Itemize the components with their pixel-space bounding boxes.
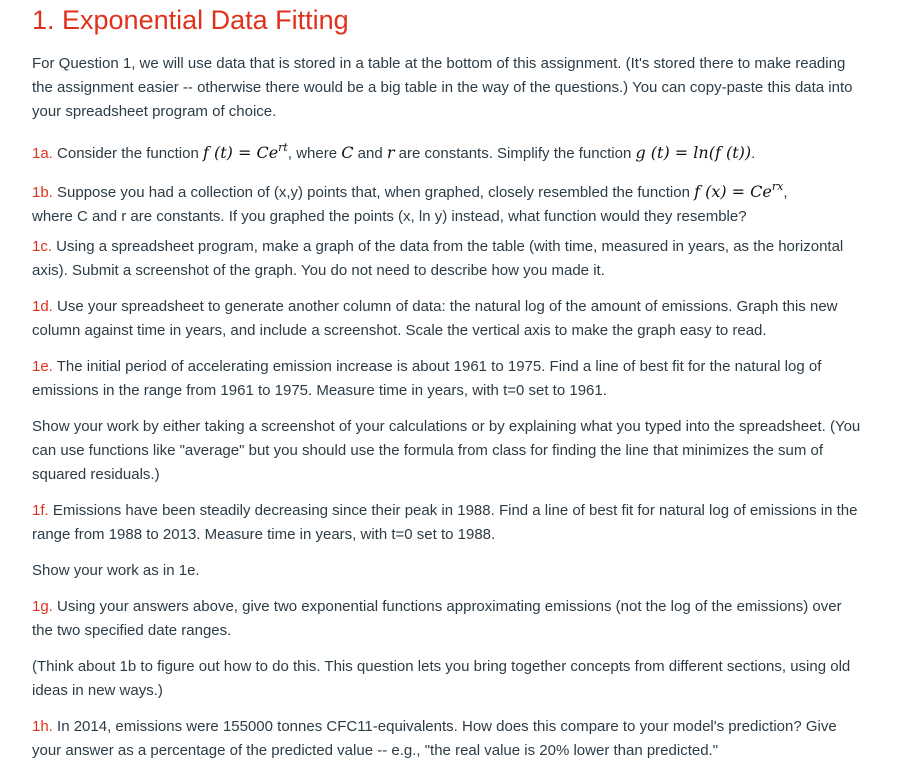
question-number: 1a. <box>32 145 53 162</box>
question-text: where C and r are constants. If you graphed the points (x, ln y) instead, what function would they resemble? <box>32 208 747 225</box>
question-text: Using your answers above, give two exponential functions approximating emissions (not the log of the emissions) over the two specified date ranges. <box>32 598 842 639</box>
math-expression: f $(x) = Ce^{rx}$ <box>694 180 784 201</box>
question-number: 1d. <box>32 298 53 315</box>
question-1g <box>32 595 862 643</box>
show-work-paragraph: Show your work by either taking a screenshot of your calculations or by explaining what you typed into the spreadsheet. (You can use functions like "average" but you should use the formula from class for finding the line that minimizes the sum of squared residuals.) <box>32 418 861 483</box>
question-number: 1h. <box>32 718 53 735</box>
math-variable: r <box>386 143 395 162</box>
page-title: 1. Exponential Data Fitting <box>32 5 349 35</box>
question-text: The initial period of accelerating emission increase is about 1961 to 1975. Find a line of best fit for the natural log of emissions in the range from 1961 to 1975. Measure time in years, with t=0 set to 1961. <box>32 358 822 399</box>
question-number: 1b. <box>32 184 53 201</box>
think-note: (Think about 1b to figure out how to do this. This question lets you bring together concepts from different sections, using old ideas in new ways.) <box>32 658 851 699</box>
math-expression: g (t) = ln(f (t)) <box>635 143 752 162</box>
question-text: and <box>353 145 387 162</box>
assignment-page <box>32 0 862 759</box>
question-text: Consider the function <box>52 145 203 162</box>
intro-paragraph: For Question 1, we will use data that is stored in a table at the bottom of this assignment. (It's stored there to make reading the assignment easier -- otherwise there would be a big table in the way of the questions.) You can copy-paste this data into your spreadsheet program of choice. <box>32 55 853 120</box>
question-text: , <box>783 184 788 201</box>
question-number: 1e. <box>32 358 53 375</box>
question-text: . <box>751 145 756 162</box>
question-1f <box>32 499 862 547</box>
question-text: Using a spreadsheet program, make a graph of the data from the table (with time, measured in years, as the horizontal axis). Submit a screenshot of the graph. You do not need to describe how you made it. <box>32 238 844 279</box>
show-work-note: Show your work as in 1e. <box>32 562 200 579</box>
question-1h <box>32 715 862 763</box>
question-number: 1c. <box>32 238 53 255</box>
question-text: are constants. Simplify the function <box>394 145 636 162</box>
question-1d <box>32 295 862 343</box>
question-number: 1g. <box>32 598 53 615</box>
question-text: Use your spreadsheet to generate another column of data: the natural log of the amount of emissions. Graph this new column against time in years, and include a screenshot. Scale the vertical axis to make the graph easy to read. <box>32 298 838 339</box>
question-1c <box>32 235 862 283</box>
question-text: Suppose you had a collection of (x,y) points that, when graphed, closely resembled the function <box>52 184 695 201</box>
question-text: In 2014, emissions were 155000 tonnes CFC11-equivalents. How does this compare to your model's prediction? Give your answer as a percentage of the predicted value -- e.g., "the real value is 20% lower than predicted." <box>32 718 837 759</box>
question-1e <box>32 355 862 403</box>
math-variable: C <box>341 143 354 162</box>
question-1a <box>32 136 862 166</box>
math-expression: f $(t) = Ce^{rt}$ <box>202 141 288 162</box>
question-text: , where <box>287 145 342 162</box>
question-text: Emissions have been steadily decreasing since their peak in 1988. Find a line of best fit for natural log of emissions in the range from 1988 to 2013. Measure time in years, with t=0 set to 1988. <box>32 502 858 543</box>
question-1b <box>32 175 862 229</box>
question-number: 1f. <box>32 502 49 519</box>
